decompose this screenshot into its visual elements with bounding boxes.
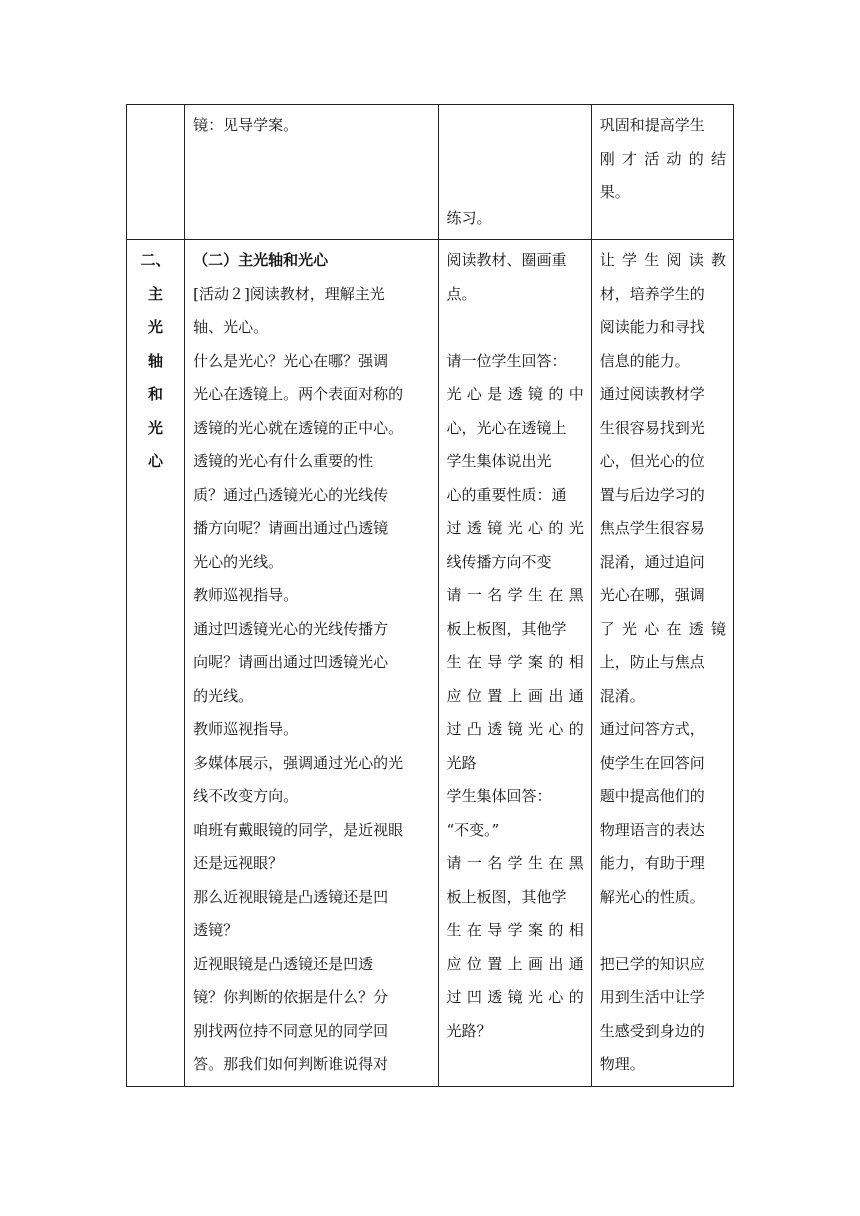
intent-line: 通过阅读教材学	[599, 385, 705, 403]
intent-line: 置与后边学习的	[599, 485, 705, 504]
intent-line: 解光心的性质。	[599, 887, 705, 906]
stage-char: 主	[148, 284, 164, 303]
activity-line: 线不改变方向。	[193, 787, 299, 805]
intent-line: 了光心在透镜	[599, 619, 726, 638]
activity-line: 答。那我们如何判断谁说得对	[193, 1055, 389, 1073]
student-line: 板上板图，其他学	[446, 619, 567, 638]
intent-line: 通过问答方式，	[599, 720, 705, 738]
intent-line: 物理语言的表达	[599, 820, 705, 839]
intent-line: 心，但光心的位	[599, 452, 705, 470]
student-line: 过凹透镜光心的	[446, 988, 584, 1006]
table-row	[127, 240, 734, 1087]
intent-cell	[591, 240, 733, 1087]
activity-line: 光心的光线。	[193, 552, 284, 571]
student-line: 应位置上画出通	[446, 954, 584, 973]
intent-line: 用到生活中让学	[599, 988, 705, 1006]
activity-line: 透镜的光心有什么重要的性	[193, 452, 374, 470]
intent-line: 焦点学生很容易	[599, 519, 705, 537]
student-cell	[438, 105, 591, 240]
student-cell	[438, 240, 591, 1087]
student-line: 板上板图，其他学	[446, 887, 567, 906]
intent-line: 巩固和提高学生	[599, 116, 705, 134]
stage-char: 心	[148, 452, 164, 470]
stage-char: 二、	[140, 251, 171, 269]
stage-char: 和	[148, 385, 164, 403]
intent-line: 生很容易找到光	[599, 418, 705, 437]
student-line: “不变。”	[446, 820, 500, 839]
student-line: 光路？	[446, 1021, 492, 1040]
lesson-plan-table	[126, 104, 734, 1087]
activity-line: 还是远视眼？	[193, 854, 284, 872]
student-line: 生在导学案的相	[446, 653, 584, 671]
intent-line: 刚才活动的结	[599, 149, 726, 168]
intent-line: 阅读能力和寻找	[599, 318, 705, 336]
stage-cell	[127, 105, 185, 240]
student-line: 应位置上画出通	[446, 686, 584, 705]
intent-line: 光心在哪，强调	[599, 586, 705, 604]
activity-line: 那么近视眼镜是凸透镜还是凹	[193, 887, 389, 906]
intent-cell	[591, 105, 733, 240]
intent-line: 物理。	[599, 1055, 645, 1073]
activity-line: 什么是光心？光心在哪？强调	[193, 351, 389, 370]
intent-line: 使学生在回答问	[599, 753, 705, 772]
student-line: 请一名学生在黑	[446, 586, 584, 604]
intent-line: 把已学的知识应	[599, 954, 705, 973]
intent-line: 信息的能力。	[599, 351, 690, 370]
activity-line: 的光线。	[193, 686, 254, 705]
student-line: 线传播方向不变	[446, 552, 552, 571]
student-line: 学生集体回答：	[446, 787, 552, 805]
student-line: 心，光心在透镜上	[446, 418, 567, 437]
activity-line: 多媒体展示，强调通过光心的光	[193, 753, 404, 772]
intent-line: 混淆。	[599, 686, 645, 705]
activity-line: 教师巡视指导。	[193, 720, 299, 738]
student-line: 生在导学案的相	[446, 921, 584, 939]
student-text: 练习。	[446, 208, 492, 227]
stage-cell	[127, 240, 185, 1087]
activity-line: 透镜的光心就在透镜的正中心。	[193, 418, 404, 437]
activity-line: 镜：见导学案。	[193, 116, 299, 134]
activity-cell	[185, 105, 438, 240]
intent-line: 题中提高他们的	[599, 787, 705, 805]
stage-label	[127, 240, 184, 479]
intent-line: 让学生阅读教	[599, 251, 726, 269]
activity-line: 咱班有戴眼镜的同学，是近视眼	[193, 820, 404, 839]
intent-line: 能力，有助于理	[599, 854, 705, 872]
activity-line: 向呢？请画出通过凹透镜光心	[193, 653, 389, 671]
intent-line: 上，防止与焦点	[599, 653, 705, 671]
student-line: 点。	[446, 284, 477, 303]
student-line: 请一名学生在黑	[446, 854, 584, 872]
section-title: （二）主光轴和光心	[193, 251, 329, 269]
student-line: 学生集体说出光	[446, 452, 552, 470]
student-line: 阅读教材、圈画重	[446, 251, 567, 269]
student-line: 光心是透镜的中	[446, 385, 584, 403]
blank-line	[447, 311, 584, 345]
activity-cell	[185, 240, 438, 1087]
activity-line: 透镜？	[193, 921, 239, 939]
activity-line: 近视眼镜是凸透镜还是凹透	[193, 954, 374, 973]
student-line: 过凸透镜光心的	[446, 720, 584, 738]
stage-char: 光	[148, 418, 164, 437]
intent-line: 混淆，通过追问	[599, 552, 705, 571]
activity-line: 教师巡视指导。	[193, 586, 299, 604]
student-line: 心的重要性质：通	[446, 485, 567, 504]
activity-line: 光心在透镜上。两个表面对称的	[193, 385, 404, 403]
activity-line: 镜？你判断的依据是什么？分	[193, 988, 389, 1006]
activity-line: [活动２]阅读教材，理解主光	[193, 284, 385, 303]
stage-char: 光	[148, 318, 164, 336]
table-row	[127, 105, 734, 240]
intent-line: 果。	[599, 183, 630, 201]
blank-line	[600, 914, 726, 948]
activity-line: 别找两位持不同意见的同学回	[193, 1021, 389, 1040]
intent-line: 材，培养学生的	[599, 284, 705, 303]
activity-line: 轴、光心。	[193, 318, 269, 336]
activity-line: 通过凹透镜光心的光线传播方	[193, 619, 389, 638]
stage-char: 轴	[148, 351, 164, 370]
activity-line: 质？通过凸透镜光心的光线传	[193, 485, 389, 504]
intent-line: 生感受到身边的	[599, 1021, 705, 1040]
student-line: 光路	[446, 753, 477, 772]
student-line: 请一位学生回答：	[446, 351, 567, 370]
student-line: 过透镜光心的光	[446, 519, 584, 537]
activity-line: 播方向呢？请画出通过凸透镜	[193, 519, 389, 537]
